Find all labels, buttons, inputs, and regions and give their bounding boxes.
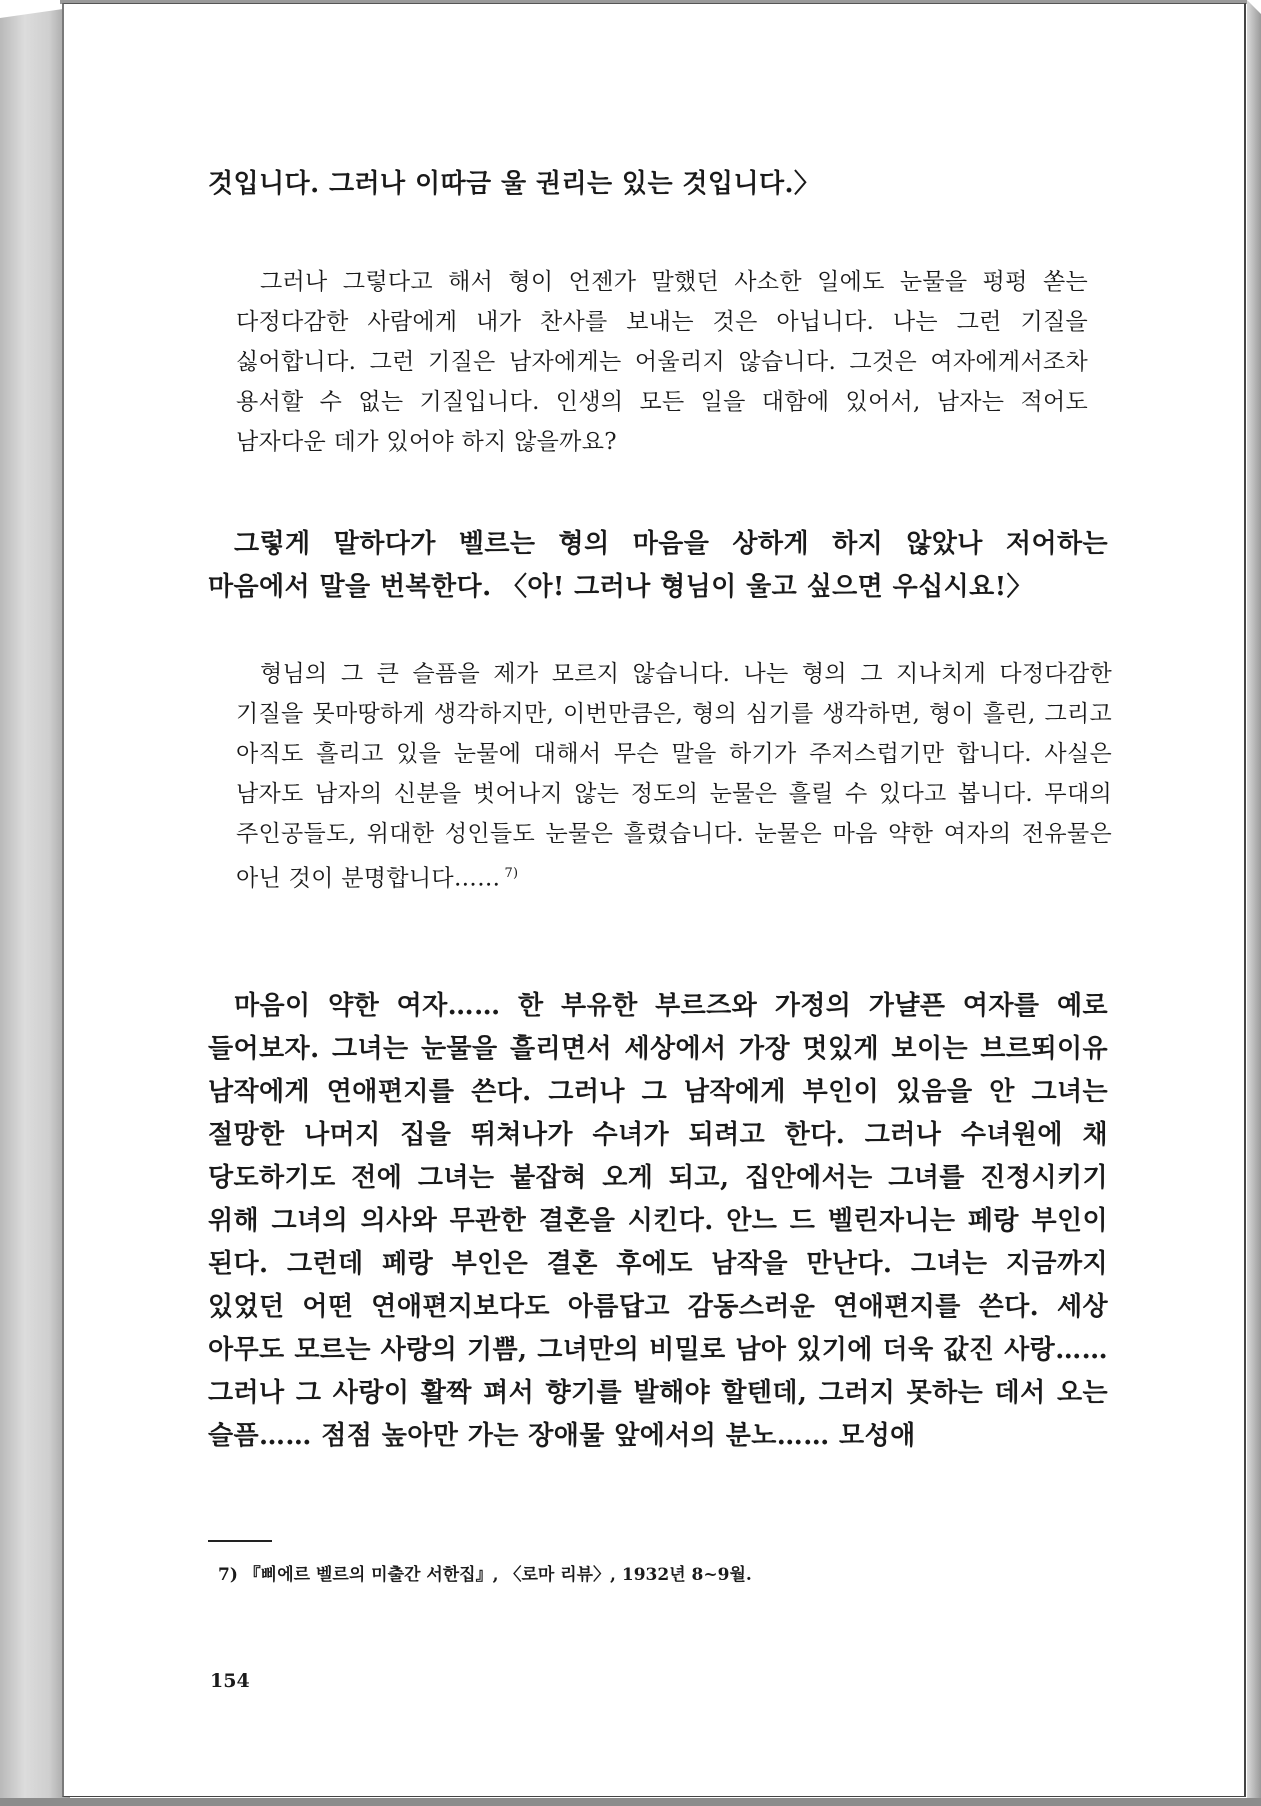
block-quote-2: [236, 654, 1112, 899]
paragraph-2: 그렇게 말하다가 벨르는 형의 마음을 상하게 하지 않았나 저어하는 마음에서 말을 번복한다. 〈아! 그러나 형님이 울고 싶으면 우십시요!〉: [208, 529, 1108, 602]
block-quote-1: 그러나 그렇다고 해서 형이 언젠가 말했던 사소한 일에도 눈물을 펑펑 쏟는 다정다감한 사람에게 내가 찬사를 보내는 것은 아닙니다. 나는 그런 기질을 싫어합니다. 그런 기질은 남자에게는 어울리지 않습니다. 그것은 여자에게서조차 용서할 수 없는 기질입니다. 인생의 모든 일을 대함에 있어서, 남자는 적어도 남자다운 데가 있어야 하지 않을까요?: [236, 269, 1088, 455]
book-right-edge: [1247, 0, 1261, 1806]
footnote-text: 7) 『삐에르 벨르의 미출간 서한집』, 〈로마 리뷰〉, 1932년 8~9월.: [218, 1565, 752, 1585]
paragraph-continuation: 것입니다. 그러나 이따금 울 권리는 있는 것입니다.〉: [208, 169, 821, 199]
book-spine-edge: [0, 8, 70, 1800]
footnote-reference: 7): [504, 866, 519, 881]
book-bottom-edge: [0, 1798, 1261, 1806]
page-number: 154: [210, 1670, 250, 1692]
paragraph-3: 마음이 약한 여자…… 한 부유한 부르즈와 가정의 가냘픈 여자를 예로 들어보자. 그녀는 눈물을 흘리면서 세상에서 가장 멋있게 보이는 브르뙤이유 남작에게 연애편지를 쓴다. 그러나 그 남작에게 부인이 있음을 안 그녀는 절망한 나머지 집을 뛰쳐나가 수녀가 되려고 한다. 그러나 수녀원에 채 당도하기도 전에 그녀는 붙잡혀 오게 되고, 집안에서는 그녀를 진정시키기 위해 그녀의 의사와 무관한 결혼을 시킨다. 안느 드 벨린자니는 페랑 부인이 된다. 그런데 페랑 부인은 결혼 후에도 남작을 만난다. 그녀는 지금까지 있었던 어떤 연애편지보다도 아름답고 감동스러운 연애편지를 쓴다. 세상 아무도 모르는 사랑의 기쁨, 그녀만의 비밀로 남아 있기에 더욱 값진 사랑…… 그러나 그 사랑이 활짝 펴서 향기를 발해야 할텐데, 그러지 못하는 데서 오는 슬픔…… 점점 높아만 가는 장애물 앞에서의 분노…… 모성애: [208, 991, 1108, 1451]
footnote-divider: [208, 1540, 272, 1542]
block-quote-2-text: 형님의 그 큰 슬픔을 제가 모르지 않습니다. 나는 형의 그 지나치게 다정다감한 기질을 못마땅하게 생각하지만, 이번만큼은, 형의 심기를 생각하면, 형이 흘린, 그리고 아직도 흘리고 있을 눈물에 대해서 무슨 말을 하기가 주저스럽기만 합니다. 사실은 남자도 남자의 신분을 벗어나지 않는 정도의 눈물은 흘릴 수 있다고 봅니다. 무대의 주인공들도, 위대한 성인들도 눈물은 흘렸습니다. 눈물은 마음 약한 여자의 전유물은 아닌 것이 분명합니다……: [236, 661, 1112, 892]
